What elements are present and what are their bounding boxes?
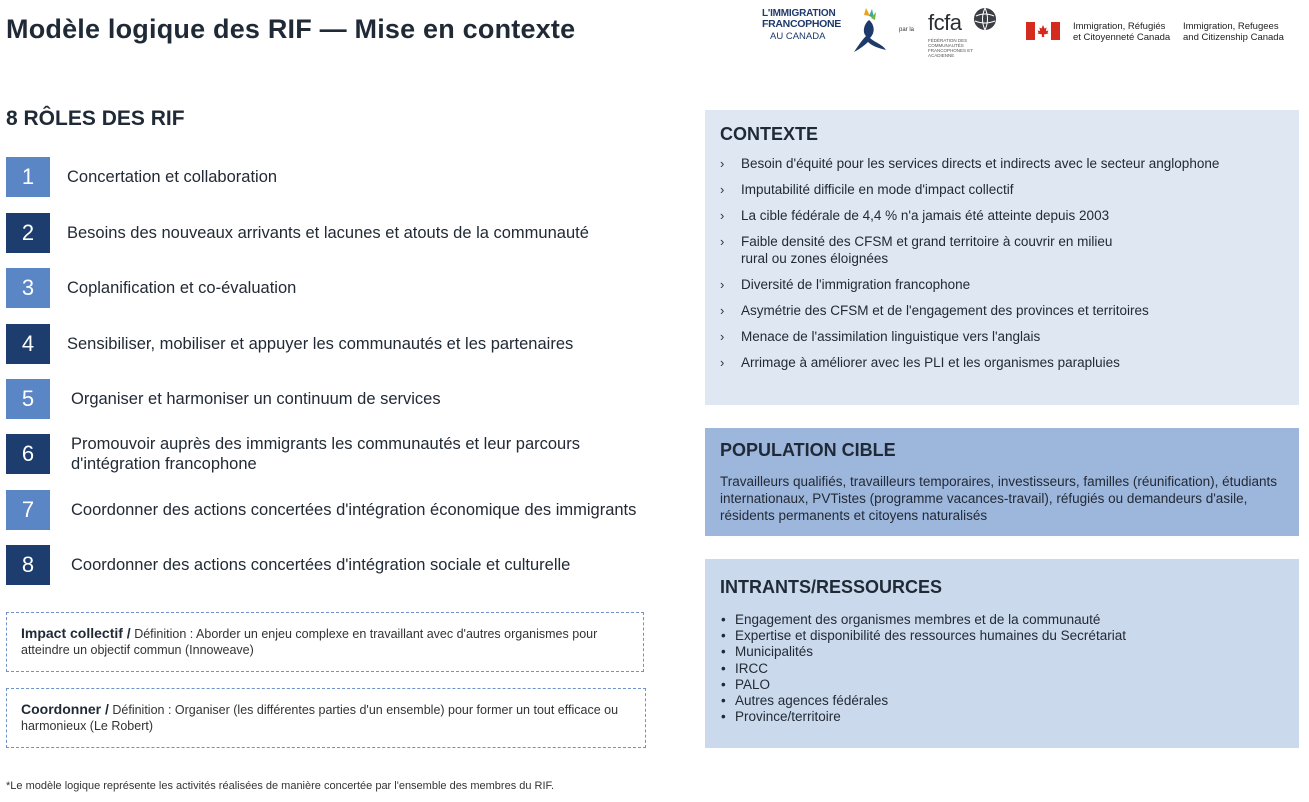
- contexte-item: [720, 181, 1284, 198]
- chevron-right-icon: ›: [720, 156, 725, 171]
- roles-heading: 8 RÔLES DES RIF: [6, 107, 185, 130]
- gov-title-en: [1183, 21, 1284, 43]
- role-text: Coordonner des actions concertées d'intégration sociale et culturelle: [71, 556, 571, 574]
- role-item: [6, 157, 666, 197]
- role-item: [6, 268, 666, 308]
- intrants-item: • Province/territoire: [720, 709, 1284, 725]
- fcfa-wordmark: fcfa: [928, 10, 962, 35]
- role-number: 4: [6, 324, 50, 364]
- chevron-right-icon: ›: [720, 355, 725, 370]
- fcfa-subtitle: FÉDÉRATION DES COMMUNAUTÉS FRANCOPHONES ET ACADIENNE: [928, 38, 973, 58]
- contexte-item-text: Faible densité des CFSM et grand territoire à couvrir en milieu rural ou zones éloignées: [741, 234, 1113, 266]
- footnote: *Le modèle logique représente les activités réalisées de manière concertée par l'ensemble des membres du RIF.: [6, 780, 555, 792]
- contexte-item: [720, 276, 1284, 293]
- intrants-item: • Expertise et disponibilité des ressources humaines du Secrétariat: [720, 628, 1284, 644]
- role-text: Sensibiliser, mobiliser et appuyer les communautés et les partenaires: [67, 335, 574, 353]
- role-text: Organiser et harmoniser un continuum de services: [71, 390, 441, 408]
- role-number: 2: [6, 213, 50, 253]
- role-text: Coordonner des actions concertées d'intégration économique des immigrants: [71, 501, 637, 519]
- role-text: Promouvoir auprès des immigrants les communautés et leur parcours d'intégration francophone: [71, 435, 580, 473]
- page-title: Modèle logique des RIF — Mise en contexte: [6, 14, 576, 44]
- definition-text: Définition : Organiser (les différentes parties d'un ensemble) pour former un tout efficace ou harmonieux (Le Robert): [21, 703, 619, 733]
- chevron-right-icon: ›: [720, 208, 725, 223]
- role-item: [6, 545, 666, 585]
- contexte-item-text: Diversité de l'immigration francophone: [741, 277, 971, 292]
- role-item: [6, 379, 666, 419]
- logo-line-2: FRANCOPHONE: [762, 18, 841, 30]
- definition-coordonner: [6, 688, 646, 748]
- intrants-item: • Engagement des organismes membres et de la communauté: [720, 612, 1284, 628]
- contexte-item: [720, 233, 1140, 267]
- chevron-right-icon: ›: [720, 182, 725, 197]
- par-la-label: par la: [899, 27, 915, 33]
- gov-en-line-1: Immigration, Refugees: [1183, 21, 1279, 32]
- gov-fr-line-2: et Citoyenneté Canada: [1073, 32, 1171, 43]
- gov-fr-line-1: Immigration, Réfugiés: [1073, 21, 1166, 32]
- contexte-panel: [705, 110, 1299, 405]
- intrants-item: • IRCC: [720, 661, 1284, 677]
- contexte-item: [720, 354, 1284, 371]
- contexte-item: [720, 207, 1284, 224]
- contexte-item-text: Asymétrie des CFSM et de l'engagement des provinces et territoires: [741, 303, 1149, 318]
- intrants-item: • Autres agences fédérales: [720, 693, 1284, 709]
- gov-en-line-2: and Citizenship Canada: [1183, 32, 1284, 43]
- definition-term: Impact collectif /: [21, 625, 131, 641]
- population-text: Travailleurs qualifiés, travailleurs temporaires, investisseurs, familles (réunification), étudiants internationaux, PVTistes (programme vacances-travail), réfugiés ou demandeurs d'asile, résidents permanents et citoyens naturalisés: [720, 474, 1277, 523]
- role-number: 5: [6, 379, 50, 419]
- contexte-heading: CONTEXTE: [720, 124, 819, 144]
- role-text: Concertation et collaboration: [67, 168, 278, 186]
- intrants-heading: INTRANTS/RESSOURCES: [720, 577, 943, 597]
- intrants-panel: [705, 559, 1299, 748]
- contexte-item-text: Menace de l'assimilation linguistique vers l'anglais: [741, 329, 1041, 344]
- role-number: 6: [6, 434, 50, 474]
- dancer-icon: [852, 6, 888, 54]
- immigration-francophone-logo: [762, 6, 892, 54]
- logo-line-3: AU CANADA: [770, 31, 826, 42]
- role-text: Besoins des nouveaux arrivants et lacunes et atouts de la communauté: [67, 224, 589, 242]
- role-number: 7: [6, 490, 50, 530]
- contexte-item-text: Arrimage à améliorer avec les PLI et les organismes parapluies: [741, 355, 1120, 370]
- role-item: [6, 324, 666, 364]
- gov-title-fr: [1073, 21, 1170, 43]
- definition-term: Coordonner /: [21, 701, 109, 717]
- fcfa-logo: [928, 6, 1000, 58]
- contexte-item: [720, 302, 1284, 319]
- chevron-right-icon: ›: [720, 303, 725, 318]
- role-number: 3: [6, 268, 50, 308]
- population-panel: [705, 428, 1299, 536]
- role-number: 8: [6, 545, 50, 585]
- contexte-item: [720, 328, 1284, 345]
- intrants-item: • PALO: [720, 677, 1284, 693]
- contexte-list: [720, 155, 1284, 371]
- contexte-item-text: La cible fédérale de 4,4 % n'a jamais été atteinte depuis 2003: [741, 208, 1110, 223]
- definition-impact-collectif: [6, 612, 644, 672]
- contexte-item-text: Imputabilité difficile en mode d'impact collectif: [741, 182, 1014, 197]
- role-item: [6, 434, 666, 474]
- contexte-item-text: Besoin d'équité pour les services directs et indirects avec le secteur anglophone: [741, 156, 1220, 171]
- globe-icon: [972, 6, 998, 32]
- chevron-right-icon: ›: [720, 329, 725, 344]
- contexte-item: [720, 155, 1284, 172]
- population-heading: POPULATION CIBLE: [720, 440, 896, 460]
- role-number: 1: [6, 157, 50, 197]
- role-item: [6, 213, 666, 253]
- canada-flag-icon: [1026, 22, 1060, 40]
- role-text: Coplanification et co-évaluation: [67, 279, 297, 297]
- definition-text: Définition : Aborder un enjeu complexe en travaillant avec d'autres organismes pour atteindre un objectif commun (Innoweave): [21, 627, 598, 657]
- role-item: [6, 490, 666, 530]
- intrants-list: [720, 612, 1284, 725]
- chevron-right-icon: ›: [720, 277, 725, 292]
- intrants-item: • Municipalités: [720, 644, 1284, 660]
- chevron-right-icon: ›: [720, 234, 725, 249]
- logo-line-1: L'IMMIGRATION: [762, 8, 836, 19]
